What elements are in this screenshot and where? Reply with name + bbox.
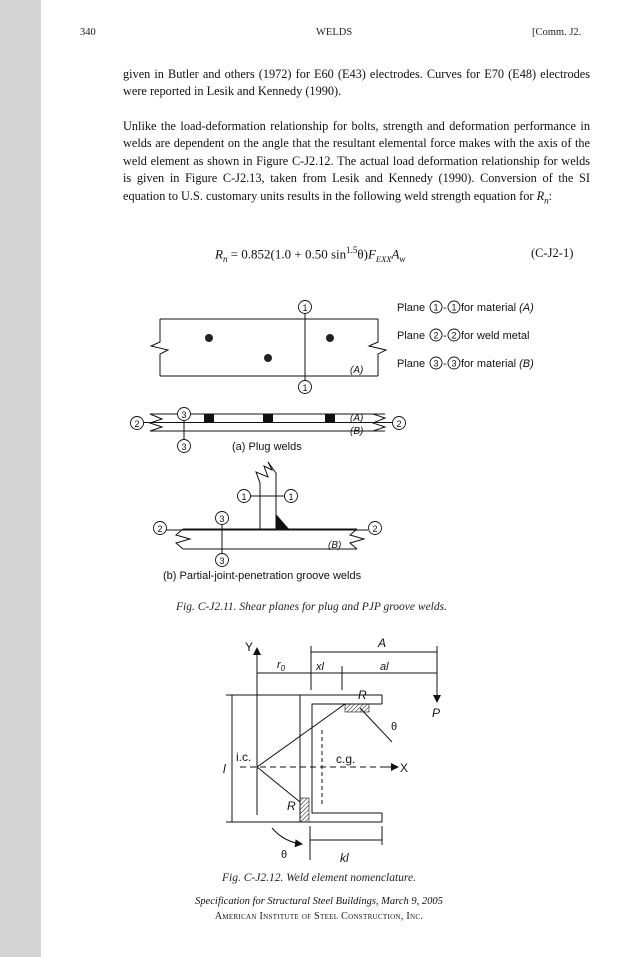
legend-description: for material (B) (461, 358, 534, 370)
material-b-label: (B) (328, 540, 342, 551)
subfigure-a-caption: (a) Plug welds (232, 441, 302, 453)
legend-plane-number: 3 (451, 358, 457, 369)
material-b-label: (B) (350, 426, 364, 437)
legend-material: (B) (519, 358, 534, 370)
plug-weld (263, 414, 273, 423)
legend-prefix: Plane (397, 302, 426, 314)
groove-weld (276, 514, 289, 529)
chapter-title: WELDS (316, 27, 353, 38)
eq-lhs-sub: n (222, 253, 228, 264)
bolt-hole-marker (264, 354, 272, 362)
resultant-top-label: R (358, 688, 367, 702)
legend-dash: - (443, 302, 447, 314)
plane-1-label: 1 (241, 492, 247, 502)
page-number: 340 (80, 27, 96, 38)
eq-f: F (367, 246, 376, 262)
legend-plane-number: 2 (451, 330, 457, 341)
legend-plane-number: 2 (433, 330, 439, 341)
material-a-label: (A) (350, 365, 364, 376)
theta-bottom-label: θ (281, 849, 288, 861)
plane-2-label: 2 (134, 419, 140, 429)
y-axis-label: Y (245, 640, 254, 654)
figure-12-caption: Fig. C-J2.12. Weld element nomenclature. (222, 872, 416, 884)
eq-exponent: 1.5 (346, 245, 358, 255)
dim-r0-text: r (277, 659, 281, 671)
legend-plane-number: 1 (451, 302, 457, 313)
legend-material: (A) (519, 302, 534, 314)
equation-c-j2-1 (215, 245, 405, 264)
material-a-label: (A) (350, 413, 364, 424)
plane-2-label: 2 (157, 524, 163, 534)
theta-top-label: θ (391, 721, 398, 733)
legend-dash: - (443, 358, 447, 370)
plane-2-label: 2 (372, 524, 378, 534)
eq-rhs-b: θ) (357, 246, 368, 262)
figure-c-j2-11 (0, 290, 638, 610)
load-p-label: P (432, 706, 441, 720)
plane-3-label: 3 (181, 410, 187, 420)
legend-prefix: Plane (397, 330, 426, 342)
x-axis-label: X (400, 761, 409, 775)
figure-c-j2-12 (0, 630, 638, 880)
paragraph-2 (123, 118, 590, 209)
paragraph-2-text: Unlike the load-deformation relationship for bolts, strength and deformation performance in welds are dependent on the angle that the resultant elemental force makes with the axis of the weld element as shown in Figure C-J2.12. The actual load deformation relationship for welds is given in Figure C-J2.13, taken from Lesik and Kennedy (1990). Conversion of the SI equation to U.S. customary units results in the following weld strength equation for (123, 119, 590, 203)
eq-f-sub: EXX (375, 253, 392, 264)
plane-3-label: 3 (181, 442, 187, 452)
plug-weld (204, 414, 214, 423)
dim-kl-label: kl (340, 851, 349, 865)
dim-r0-label (277, 659, 286, 673)
footer-spec: Specification for Structural Steel Buildings, March 9, 2005 (195, 896, 443, 907)
centroid-label: c.g. (336, 752, 356, 766)
plug-weld (325, 414, 335, 423)
legend-description: for weld metal (461, 330, 530, 342)
legend-description: for material (A) (461, 302, 534, 314)
legend-dash: - (443, 330, 447, 342)
bolt-hole-marker (205, 334, 213, 342)
dim-xl-label: xl (316, 661, 324, 673)
paragraph-1: given in Butler and others (1972) for E60 (E43) electrodes. Curves for E70 (E48) electrodes were reported in Lesik and Kennedy (1990). (123, 67, 590, 99)
eq-lhs: R (215, 246, 223, 262)
plane-1-label: 1 (302, 383, 308, 393)
weld-element-bottom (300, 798, 309, 822)
subfigure-b-caption: (b) Partial-joint-penetration groove welds (163, 570, 362, 582)
plane-3-label: 3 (219, 556, 225, 566)
bolt-hole-marker (326, 334, 334, 342)
plane-2-label: 2 (396, 419, 402, 429)
eq-a-sub: w (399, 253, 406, 264)
plane-1-label: 1 (302, 303, 308, 313)
plane-legend (397, 301, 534, 370)
dim-al-label: al (380, 661, 389, 673)
legend-plane-number: 1 (433, 302, 439, 313)
instant-center-label: i.c. (236, 750, 252, 764)
equation-number: (C-J2-1) (531, 246, 574, 260)
eq-a: A (391, 246, 400, 262)
footer-publisher: American Institute of Steel Construction, Inc. (214, 911, 424, 922)
paragraph-2-end: : (548, 188, 553, 203)
dim-a-label: A (378, 636, 387, 650)
dim-l-label: l (223, 762, 226, 776)
legend-plane-number: 3 (433, 358, 439, 369)
weld-element-top (345, 704, 369, 712)
figure-11-caption: Fig. C-J2.11. Shear planes for plug and PJP groove welds. (176, 601, 447, 613)
dim-r0-sub: 0 (280, 664, 286, 673)
section-ref: [Comm. J2. (532, 27, 582, 38)
plane-1-label: 1 (288, 492, 294, 502)
legend-prefix: Plane (397, 358, 426, 370)
resultant-bottom-label: R (287, 799, 296, 813)
eq-rhs-a: = 0.852(1.0 + 0.50 sin (227, 246, 347, 262)
paragraph-2-sub: n (544, 195, 549, 206)
paragraph-2-var: R (536, 188, 545, 203)
plane-3-label: 3 (219, 514, 225, 524)
